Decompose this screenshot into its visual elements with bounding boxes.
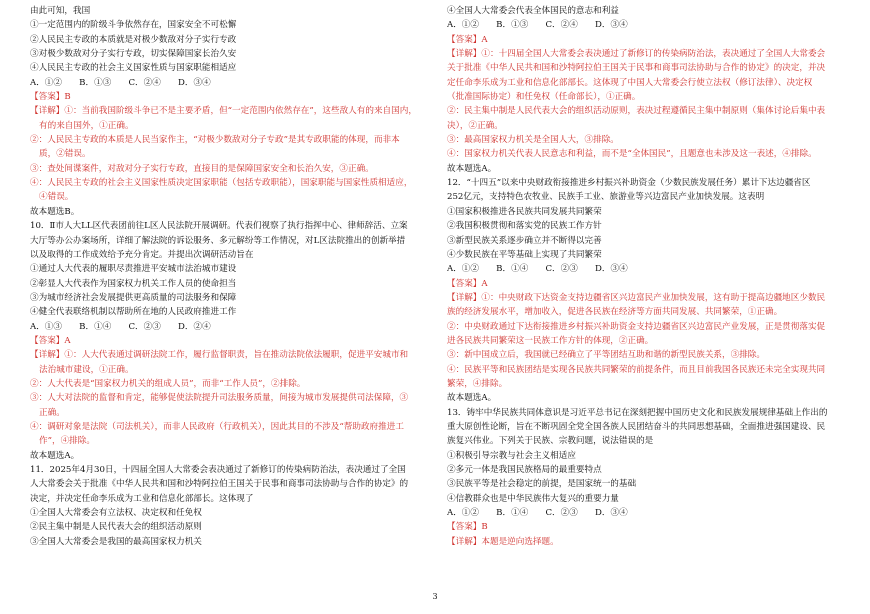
text-line: 11．2025年4月30日，十四届全国人大常委会表决通过了新修订的传染病防治法，表决通过了全国 bbox=[30, 465, 406, 475]
text-line: ②多元一体是我国民族格局的最重要特点 bbox=[447, 465, 602, 475]
text-line: ①全国人大常委会有立法权、决定权和任免权 bbox=[30, 508, 202, 519]
text-line: ②：人大代表是“国家权力机关的组成人员”，而非“工作人员”，②排除。 bbox=[30, 378, 306, 389]
text-line: 有的来自国外，①正确。 bbox=[39, 120, 134, 131]
text-line: 【详解】本题是逆向选择题。 bbox=[447, 536, 559, 547]
text-line: 重大原创性论断，旨在不断巩固全党全国各族人民团结奋斗的共同思想基础，全面推进强国建设、民 bbox=[447, 421, 826, 432]
text-line: 【答案】A bbox=[447, 34, 488, 45]
text-line: 大厅等办公办案场所，详细了解法院的诉讼服务、多元解纷等工作情况，对L区法院推出的创新举措 bbox=[30, 235, 406, 246]
text-line: ④：调研对象是法院（司法机关），而非人民政府（行政机关），因此其目的不涉及“帮助政府推进工 bbox=[30, 421, 404, 432]
text-line: ④全国人大常委会代表全体国民的意志和利益 bbox=[447, 6, 619, 16]
text-line: ①国家积极推进各民族共同发展共同繁荣 bbox=[447, 206, 602, 217]
text-line: ③：查处间谍案件，对敌对分子实行专政，直接目的是保障国家安全和长治久安，③正确。 bbox=[30, 163, 374, 174]
text-line: ③对极少数敌对分子实行专政，切实保障国家长治久安 bbox=[30, 49, 237, 60]
text-line: 故本题选A。 bbox=[30, 450, 80, 461]
text-line: ②：人民民主专政的本质是人民当家作主，“对极少数敌对分子专政”是其专政职能的体现，而非本 bbox=[30, 135, 400, 146]
text-line: 由此可知，我国 bbox=[30, 6, 91, 16]
text-line: 质，②错误。 bbox=[39, 149, 91, 160]
text-line: 正确。 bbox=[39, 407, 65, 418]
text-line: 繁荣，④排除。 bbox=[447, 378, 508, 389]
text-line: ③为城市经济社会发展提供更高质量的司法服务和保障 bbox=[30, 292, 237, 303]
text-line: 族的经济发展水平，增加收入，促进各民族在经济等方面共同发展、共同繁荣，①正确。 bbox=[447, 307, 783, 318]
text-line: 【详解】①：中央财政下达资金支持边疆省区兴边富民产业加快发展，这有助于提高边疆地区少数民 bbox=[447, 292, 826, 303]
text-line: ③民族平等是社会稳定的前提，是国家统一的基础 bbox=[447, 479, 637, 490]
text-line: ④信教群众也是中华民族伟大复兴的重要力量 bbox=[447, 493, 619, 504]
text-line: A．①② B．①③ C．②④ D．③④ bbox=[30, 77, 211, 88]
text-line: 决定，并决定任命李乐成为工业和信息化部部长。这体现了 bbox=[30, 493, 254, 504]
text-line: 族复兴伟业。下列关于民族、宗教问题，说法错误的是 bbox=[447, 436, 654, 447]
text-line: 故本题选A。 bbox=[447, 163, 497, 174]
left-column bbox=[30, 4, 430, 549]
text-line: ②我国积极贯彻和落实党的民族工作方针 bbox=[447, 221, 602, 232]
text-line: （批准国际协定）和任免权（任命部长），①正确。 bbox=[447, 92, 641, 103]
text-line: 【详解】①：人大代表通过调研法院工作，履行监督职责，旨在推动法院依法履职，促进平安城市和 bbox=[30, 350, 409, 361]
text-line: 12．“十四五”以来中央财政衔接推进乡村振兴补助资金（少数民族发展任务）累计下达边疆省区 bbox=[447, 178, 811, 189]
text-line: A．①② B．①③ C．②④ D．③④ bbox=[447, 20, 628, 31]
text-line: ④：人民民主专政的社会主义国家性质决定国家职能（包括专政职能），国家职能与国家性质相适应， bbox=[30, 178, 413, 189]
text-line: 定任命李乐成为工业和信息化部部长。这体现了中国人大常委会行使立法权（修订法律）、决定权 bbox=[447, 77, 813, 88]
text-line: ②民主集中制是人民代表大会的组织活动原则 bbox=[30, 522, 202, 533]
text-line: 【答案】B bbox=[447, 522, 488, 533]
text-line: ②：民主集中制是人民代表大会的组织活动原则，表决过程遵循民主集中制原则（集体讨论后集中表 bbox=[447, 106, 826, 117]
text-line: ②：中央财政通过下达衔接推进乡村振兴补助资金支持边疆省区兴边富民产业发展，正是贯彻落实促 bbox=[447, 321, 826, 332]
text-line: ③新型民族关系逐步确立并不断得以完善 bbox=[447, 235, 602, 246]
text-line: 【详解】①：当前我国阶级斗争已不是主要矛盾，但“一定范围内依然存在”，这些敌人有的来自国内， bbox=[30, 106, 417, 117]
text-line: ①一定范围内的阶级斗争依然存在，国家安全不可松懈 bbox=[30, 20, 237, 31]
text-line: 故本题选A。 bbox=[447, 393, 497, 404]
text-line: ③：最高国家权力机关是全国人大，③排除。 bbox=[447, 135, 619, 146]
text-line: ③：新中国成立后，我国就已经确立了平等团结互助和谐的新型民族关系，③排除。 bbox=[447, 350, 765, 361]
text-line: ④错误。 bbox=[39, 192, 74, 203]
text-line: ④健全代表联络机制以帮助所在地的人民政府推进工作 bbox=[30, 307, 237, 318]
text-line: 人大常委会关于批准《中华人民共和国和沙特阿拉伯王国关于民事和商事司法协助与合作的协定》的 bbox=[30, 479, 409, 490]
text-line: A．①③ B．①④ C．②③ D．②④ bbox=[30, 321, 211, 332]
text-line: 【答案】B bbox=[30, 92, 71, 103]
text-line: 关于批准《中华人民共和国和沙特阿拉伯王国关于民事和商事司法协助与合作的协定》的决定，并决 bbox=[447, 63, 826, 74]
text-line: ③全国人大常委会是我国的最高国家权力机关 bbox=[30, 536, 202, 547]
text-line: ③：人大对法院的监督和肯定，能够促使法院提升司法服务质量，间接为城市发展提供司法保障，③ bbox=[30, 393, 409, 404]
text-line: 10．Ⅱ市人大LL区代表团前往L区人民法院开展调研。代表们视察了执行指挥中心、律师辞活、立案 bbox=[30, 221, 408, 232]
right-column bbox=[447, 4, 842, 549]
text-line: ②人民民主专政的本质就是对极少数敌对分子实行专政 bbox=[30, 34, 237, 45]
text-line: ①积极引导宗教与社会主义相适应 bbox=[447, 450, 576, 461]
text-line: 决），②正确。 bbox=[447, 120, 503, 131]
text-line: 故本题选B。 bbox=[30, 206, 80, 217]
text-line: A．①② B．①④ C．②③ D．③④ bbox=[447, 264, 628, 275]
text-line: ④：民族平等和民族团结是实现各民族共同繁荣的前提条件，而且目前我国各民族还未完全实现共同 bbox=[447, 364, 826, 375]
text-line: 法治城市建设，①正确。 bbox=[39, 364, 134, 375]
page-number: 3 bbox=[432, 592, 438, 601]
text-line: 以及取得的工作成效给予充分肯定。并提出次调研活动旨在 bbox=[30, 249, 254, 260]
text-line: ②彰显人大代表作为国家权力机关工作人员的使命担当 bbox=[30, 278, 237, 289]
text-line: ④人民民主专政的社会主义国家性质与国家职能相适应 bbox=[30, 63, 237, 74]
text-line: 252亿元，支持特色农牧业、民族手工业、旅游业等兴边富民产业加快发展。这表明 bbox=[447, 192, 765, 203]
text-line: 进各民族共同繁荣这一民族工作方针的体现，②正确。 bbox=[447, 335, 654, 346]
text-line: 【答案】A bbox=[30, 335, 71, 346]
text-line: A．①② B．①④ C．②③ D．③④ bbox=[447, 508, 628, 519]
text-line: 作”，④排除。 bbox=[39, 436, 95, 447]
text-line: 【答案】A bbox=[447, 278, 488, 289]
text-line: ④：国家权力机关代表人民意志和利益，而不是“全体国民”，且题意也未涉及这一表述，④排除。 bbox=[447, 149, 817, 160]
text-line: ①通过人大代表的履职尽责推进平安城市法治城市建设 bbox=[30, 264, 237, 275]
text-line: 【详解】①：十四届全国人大常委会表决通过了新修订的传染病防治法，表决通过了全国人大常委会 bbox=[447, 49, 826, 60]
text-line: 13．铸牢中华民族共同体意识是习近平总书记在深刻把握中国历史文化和民族发展规律基础上作出的 bbox=[447, 407, 828, 418]
text-line: ④少数民族在平等基础上实现了共同繁荣 bbox=[447, 249, 602, 260]
